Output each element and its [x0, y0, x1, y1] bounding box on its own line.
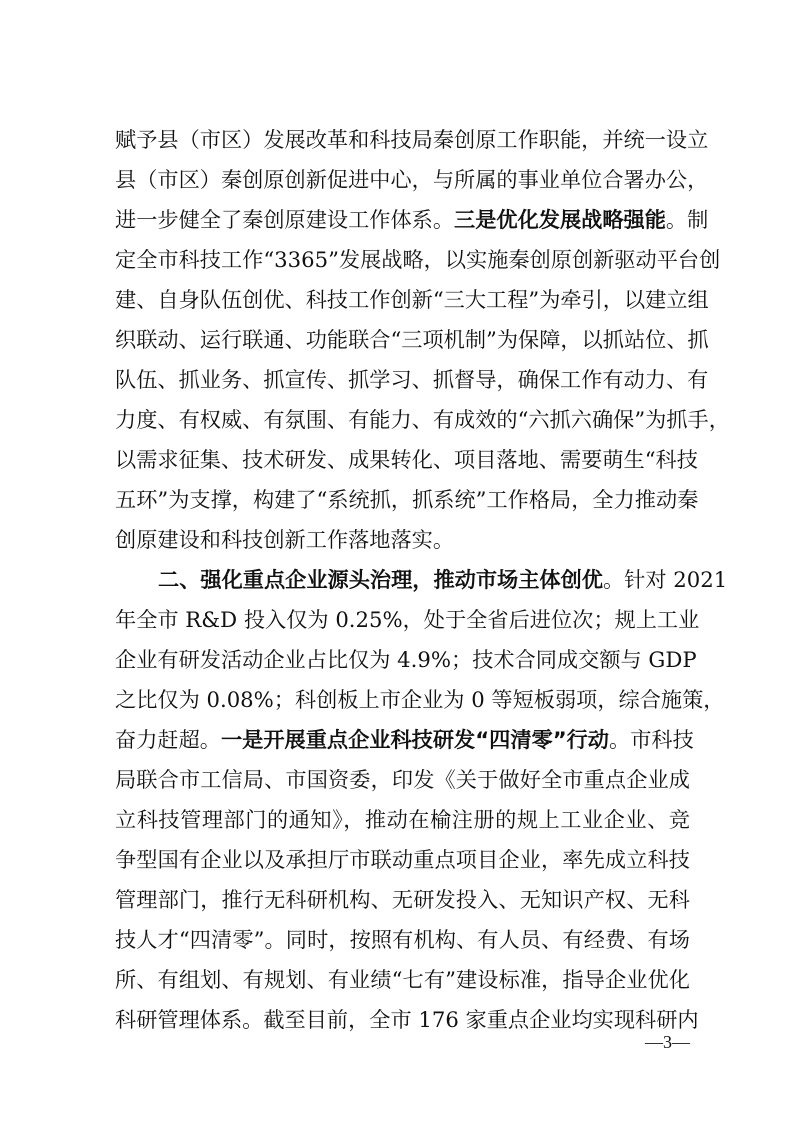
text-line — [115, 480, 699, 520]
text-line — [115, 920, 690, 960]
text-run: 赋予县（市区）发展改革和科技局秦创原工作职能，并统一设立 — [115, 127, 709, 152]
text-line — [115, 200, 709, 240]
text-run: 管理部门，推行无科研机构、无研发投入、无知识产权、无科 — [115, 887, 690, 912]
text-run: 建、自身队伍创优、科技工作创新“三大工程”为牵引，以建立组 — [115, 287, 709, 312]
text-run: 五环”为支撑，构建了“系统抓，抓系统”工作格局，全力推动秦 — [115, 487, 699, 512]
bold-text-run: 二、强化重点企业源头治理，推动市场主体创优 — [158, 567, 603, 592]
text-run: 立科技管理部门的通知》，推动在榆注册的规上工业企业、竞 — [115, 807, 690, 832]
text-line — [115, 1000, 699, 1040]
text-run: 之比仅为 0.08%；科创板上市企业为 0 等短板弱项，综合施策， — [115, 687, 725, 712]
text-run: 科研管理体系。截至目前，全市 176 家重点企业均实现科研内 — [115, 1007, 699, 1032]
text-line — [115, 320, 709, 360]
bold-text-run: 三是优化发展战略强能 — [454, 207, 666, 232]
text-line — [115, 520, 690, 560]
text-line — [115, 840, 690, 880]
text-line — [115, 800, 690, 840]
text-line — [115, 360, 709, 400]
text-run: 队伍、抓业务、抓宣传、抓学习、抓督导，确保工作有动力、有 — [115, 367, 709, 392]
text-run: 县（市区）秦创原创新促进中心，与所属的事业单位合署办公， — [115, 167, 709, 192]
text-run: 技人才“四清零”。同时，按照有机构、有人员、有经费、有场 — [115, 927, 690, 952]
text-line — [115, 280, 709, 320]
text-run: 奋力赶超。 — [115, 727, 221, 752]
text-line — [115, 400, 730, 440]
text-line — [115, 960, 690, 1000]
text-line — [115, 120, 709, 160]
text-line — [115, 640, 697, 680]
text-line — [115, 600, 700, 640]
text-run: 以需求征集、技术研发、成果转化、项目落地、需要萌生“科技 — [115, 447, 698, 472]
text-line — [115, 880, 690, 920]
text-run: 定全市科技工作“3365”发展战略，以实施秦创原创新驱动平台创 — [115, 247, 721, 272]
text-line — [115, 680, 725, 720]
text-run: 创原建设和科技创新工作落地落实。 — [115, 527, 455, 552]
text-line — [115, 160, 709, 200]
text-line — [115, 440, 698, 480]
text-run: 。制 — [665, 207, 709, 232]
bold-text-run: 一是开展重点企业科技研发“四清零”行动 — [220, 727, 609, 752]
text-run: 。针对 2021 — [602, 567, 728, 592]
page-number: —3— — [645, 1032, 690, 1052]
text-run: 所、有组划、有规划、有业绩“七有”建设标准，指导企业优化 — [115, 967, 690, 992]
text-line — [115, 240, 721, 280]
text-line — [158, 560, 728, 600]
text-run: 争型国有企业以及承担厅市联动重点项目企业，率先成立科技 — [115, 847, 690, 872]
text-line — [115, 760, 690, 800]
text-run: 力度、有权威、有氛围、有能力、有成效的“六抓六确保”为抓手， — [115, 407, 730, 432]
text-run: 织联动、运行联通、功能联合“三项机制”为保障，以抓站位、抓 — [115, 327, 709, 352]
text-run: 局联合市工信局、市国资委，印发《关于做好全市重点企业成 — [115, 767, 690, 792]
text-run: 进一步健全了秦创原建设工作体系。 — [115, 207, 455, 232]
text-run: 企业有研发活动企业占比仅为 4.9%；技术合同成交额与 GDP — [115, 647, 697, 672]
text-run: 。市科技 — [609, 727, 694, 752]
text-line — [115, 720, 694, 760]
text-run: 年全市 R&D 投入仅为 0.25%，处于全省后进位次；规上工业 — [115, 607, 700, 632]
